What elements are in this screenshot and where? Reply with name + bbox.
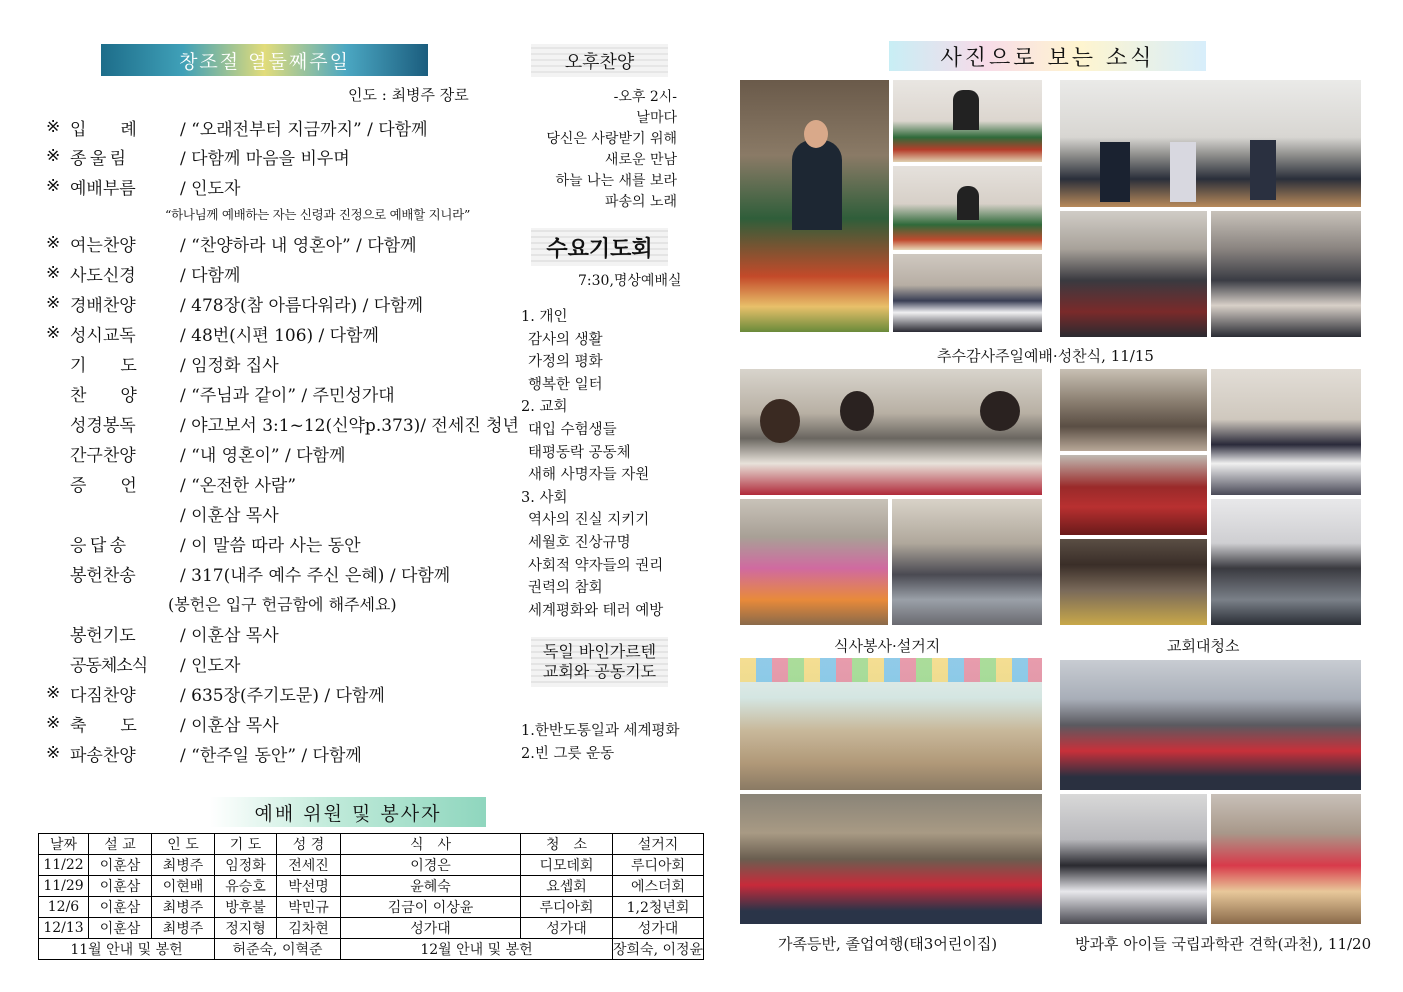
order-item (46, 143, 350, 169)
wednesday-prayer-time: 7:30,명상예배실 (578, 273, 682, 289)
order-item (46, 620, 279, 646)
wednesday-prayer-title: 수요기도회 (546, 236, 653, 262)
order-item (46, 350, 279, 376)
table-cell: 성가대 (341, 918, 521, 939)
order-item-name: 종 울 림 (70, 148, 126, 169)
order-item (46, 320, 379, 346)
table-footer-cell: 허준숙, 이혁준 (215, 939, 341, 960)
table-cell: 임정화 (215, 855, 277, 876)
table-cell: 윤혜숙 (341, 876, 521, 897)
afternoon-praise-title: 오후찬양 (564, 51, 635, 73)
prayer-item: 새해 사명자들 자원 (528, 467, 650, 484)
table-header-cell: 날짜 (39, 834, 89, 855)
afternoon-praise-banner (531, 44, 668, 77)
table-row (39, 855, 704, 876)
prayer-category: 3. 사회 (521, 489, 568, 506)
weingarten-item: 1.한반도통일과 세계평화 (521, 723, 680, 739)
photo-telescopes (1060, 794, 1207, 924)
order-mark: ※ (46, 233, 61, 253)
table-cell: 박민규 (277, 897, 341, 918)
caption-meal-service: 식사봉사·설거지 (834, 637, 941, 655)
order-item (46, 410, 519, 436)
order-item (46, 710, 279, 736)
table-footer-cell: 11월 안내 및 봉헌 (39, 939, 215, 960)
prayer-item: 역사의 진실 지키기 (528, 512, 650, 529)
table-cell: 김차현 (277, 918, 341, 939)
prayer-item: 태평동락 공동체 (528, 444, 631, 461)
order-item-name: 축 도 (70, 715, 137, 736)
order-item-name: 봉헌기도 (70, 625, 136, 646)
prayer-item: 감사의 생활 (528, 331, 603, 348)
prayer-category: 1. 개인 (521, 309, 568, 325)
table-cell: 방후불 (215, 897, 277, 918)
staff-banner (210, 797, 486, 827)
prayer-item: 세계평화와 테러 예방 (528, 602, 664, 619)
table-cell: 성가대 (521, 918, 613, 939)
order-mark: ※ (46, 117, 61, 137)
prayer-item: 대입 수험생들 (528, 422, 617, 438)
photo-congregation-right (1211, 211, 1361, 337)
order-mark: ※ (46, 683, 61, 703)
table-cell: 정지형 (215, 918, 277, 939)
order-item-name: 성경봉독 (70, 415, 136, 436)
table-header-cell: 설 교 (89, 834, 152, 855)
order-item-value: / 인도자 (180, 178, 241, 199)
order-mark: ※ (46, 146, 61, 166)
afternoon-line: 새로운 만남 (604, 152, 677, 168)
table-cell: 유승호 (215, 876, 277, 897)
table-header-cell: 청 소 (521, 834, 613, 855)
order-item-name: 봉헌찬송 (70, 565, 136, 586)
table-header-cell: 인 도 (152, 834, 215, 855)
table-cell: 최병주 (152, 855, 215, 876)
order-item (46, 173, 240, 199)
photo-cleaning-2 (1060, 455, 1207, 535)
order-item-name: 사도신경 (70, 265, 136, 286)
photo-kindergarten-room (740, 658, 1042, 790)
order-item-name: 다짐찬양 (70, 685, 136, 706)
afternoon-line: 하늘 나는 새를 보라 (555, 173, 677, 189)
order-item (46, 114, 428, 140)
prayer-category: 2. 교회 (521, 399, 568, 416)
order-item-value: / “온전한 사람” (180, 475, 297, 496)
photo-news-banner (889, 41, 1206, 71)
table-header-cell: 설거지 (613, 834, 704, 855)
table-cell: 12/13 (39, 918, 89, 939)
photo-cleaning-5 (1211, 499, 1361, 625)
table-cell: 이현배 (152, 876, 215, 897)
order-item-name: 공동체소식 (70, 655, 148, 676)
weingarten-banner (531, 637, 668, 687)
order-item (46, 290, 423, 316)
photo-pastor-pulpit (740, 80, 889, 332)
photo-communion (893, 166, 1042, 250)
prayer-item: 권력의 참회 (528, 580, 603, 597)
photo-kids-outdoor (1060, 660, 1361, 790)
table-row (39, 897, 704, 918)
staff-table (38, 833, 704, 960)
table-cell: 최병주 (152, 918, 215, 939)
service-title: 창조절 열둘째주일 (179, 50, 350, 73)
photo-news-title: 사진으로 보는 소식 (940, 45, 1155, 71)
order-item (46, 260, 240, 286)
leader-line: 인도 : 최병주 장로 (348, 86, 469, 104)
order-item-value: / “찬양하라 내 영혼아” / 다함께 (180, 235, 417, 256)
order-item-value: / 이훈삼 목사 (180, 505, 279, 526)
order-item-value: / “오래전부터 지금까지” / 다함께 (180, 119, 428, 140)
photo-kitchen-group (740, 369, 1042, 495)
order-mark: ※ (46, 176, 61, 196)
photo-thanksgiving-stage (1060, 80, 1361, 207)
table-cell: 1,2청년회 (613, 897, 704, 918)
order-item-value: / 635장(주기도문) / 다함께 (180, 685, 385, 706)
order-item (46, 380, 395, 406)
table-cell: 이훈삼 (89, 855, 152, 876)
order-item-value: / “내 영혼이” / 다함께 (180, 445, 346, 466)
order-item-name: 성시교독 (70, 325, 136, 346)
order-item-name: 파송찬양 (70, 745, 136, 766)
table-cell: 이훈삼 (89, 876, 152, 897)
order-item-name: 입 례 (70, 119, 137, 140)
order-mark: ※ (46, 713, 61, 733)
photo-cleaning-1 (1060, 369, 1207, 451)
order-item-value: / 이 말씀 따라 사는 동안 (180, 535, 361, 556)
order-item-name: 여는찬양 (70, 235, 136, 256)
table-cell: 12/6 (39, 897, 89, 918)
order-item-value: / 인도자 (180, 655, 241, 676)
table-cell: 루디아회 (521, 897, 613, 918)
prayer-item: 행복한 일터 (528, 376, 603, 393)
table-cell: 전세진 (277, 855, 341, 876)
table-row (39, 876, 704, 897)
order-mark: ※ (46, 743, 61, 763)
table-row (39, 918, 704, 939)
order-item-value: / 48번(시편 106) / 다함께 (180, 325, 379, 346)
table-header-cell: 기 도 (215, 834, 277, 855)
order-item-value: / 임정화 집사 (180, 355, 279, 376)
call-to-worship-quote: “하나님께 예배하는 자는 신령과 진정으로 예배할 지니라” (165, 207, 471, 222)
afternoon-line: -오후 2시- (613, 89, 677, 105)
order-item (46, 560, 450, 586)
afternoon-line: 날마다 (636, 110, 677, 126)
order-item (46, 230, 417, 256)
photo-altar (893, 80, 1042, 162)
table-cell: 최병주 (152, 897, 215, 918)
photo-dishwashing (892, 499, 1042, 625)
order-item (46, 740, 362, 766)
order-item-value: / 478장(참 아름다워라) / 다함께 (180, 295, 424, 316)
order-item-value: / 야고보서 3:1~12(신약p.373)/ 전세진 청년 (180, 415, 519, 436)
table-cell: 이훈삼 (89, 918, 152, 939)
table-cell: 11/22 (39, 855, 89, 876)
caption-cleaning: 교회대청소 (1167, 637, 1240, 655)
service-title-banner (101, 44, 428, 76)
order-item (46, 650, 240, 676)
afternoon-line: 당신은 사랑받기 위해 (546, 131, 677, 147)
order-item-value: / 다함께 (180, 265, 241, 286)
order-item (46, 440, 345, 466)
table-cell: 김금이 이상윤 (341, 897, 521, 918)
caption-family-hike: 가족등반, 졸업여행(태3어린이집) (778, 935, 998, 953)
prayer-item: 세월호 진상규명 (528, 535, 631, 551)
order-item-name: 찬 양 (70, 385, 137, 406)
order-mark: ※ (46, 293, 61, 313)
photo-choir (893, 254, 1042, 332)
table-cell: 루디아회 (613, 855, 704, 876)
table-header-cell: 성 경 (277, 834, 341, 855)
table-cell: 이훈삼 (89, 897, 152, 918)
table-footer-cell: 장희숙, 이정윤 (613, 939, 704, 960)
order-mark: ※ (46, 263, 61, 283)
order-item (46, 680, 385, 706)
staff-title: 예배 위원 및 봉사자 (254, 802, 442, 825)
order-item (46, 470, 296, 496)
order-item-value: / 이훈삼 목사 (180, 715, 279, 736)
photo-forest-group (740, 794, 1042, 924)
weingarten-title-1: 독일 바인가르텐 (542, 642, 657, 661)
table-footer-cell: 12월 안내 및 봉헌 (341, 939, 613, 960)
table-header-row (39, 834, 704, 855)
order-item-value: / “한주일 동안” / 다함께 (180, 745, 362, 766)
order-item-value: / 다함께 마음을 비우며 (180, 148, 350, 169)
weingarten-title-2: 교회와 공동기도 (542, 662, 657, 681)
prayer-item: 사회적 약자들의 권리 (528, 557, 664, 574)
order-item-value: / 317(내주 예수 주신 은혜) / 다함께 (180, 565, 451, 586)
table-cell: 11/29 (39, 876, 89, 897)
order-item-name: 예배부름 (70, 178, 136, 199)
prayer-item: 가정의 평화 (528, 354, 603, 371)
order-item-name: 기 도 (70, 355, 137, 376)
table-cell: 요셉회 (521, 876, 613, 897)
table-cell: 에스더회 (613, 876, 704, 897)
order-item-name: 간구찬양 (70, 445, 136, 466)
photo-cleaning-3 (1060, 539, 1207, 625)
order-item-name: 경배찬양 (70, 295, 136, 316)
caption-science-museum: 방과후 아이들 국립과학관 견학(과천), 11/20 (1075, 935, 1372, 953)
table-cell: 디모데회 (521, 855, 613, 876)
table-header-cell: 식 사 (341, 834, 521, 855)
wednesday-prayer-banner (531, 228, 668, 266)
order-mark: ※ (46, 323, 61, 343)
order-item-value: / “주님과 같이” / 주민성가대 (180, 385, 395, 406)
afternoon-line: 파송의 노래 (604, 194, 677, 210)
order-item-value: / 이훈삼 목사 (180, 625, 279, 646)
photo-cooking-pink (740, 499, 888, 625)
order-item-name: 증 언 (70, 475, 137, 496)
photo-kids-meal (1211, 794, 1361, 924)
table-cell: 이경은 (341, 855, 521, 876)
weingarten-item: 2.빈 그릇 운동 (521, 746, 615, 762)
photo-cleaning-4 (1211, 369, 1361, 495)
order-item (46, 530, 361, 556)
offering-note: (봉헌은 입구 헌금함에 해주세요) (168, 595, 397, 614)
table-cell: 박선명 (277, 876, 341, 897)
caption-thanksgiving: 추수감사주일예배·성찬식, 11/15 (937, 347, 1154, 365)
order-item-name: 응 답 송 (70, 535, 126, 556)
table-cell: 성가대 (613, 918, 704, 939)
table-footer-row (39, 939, 704, 960)
order-item (46, 500, 279, 526)
photo-congregation-left (1060, 211, 1207, 337)
